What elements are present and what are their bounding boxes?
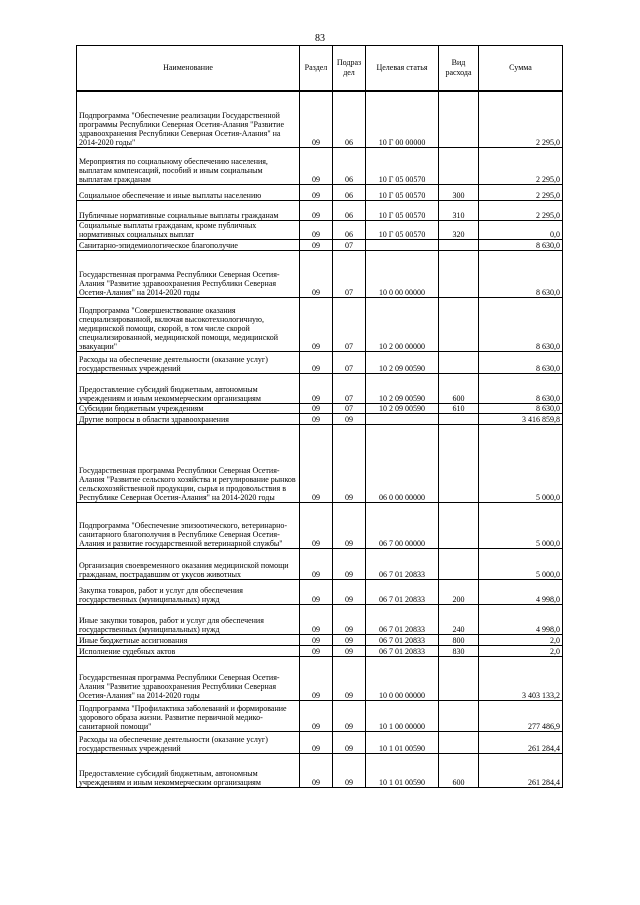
cell-name: Публичные нормативные социальные выплаты гражданам bbox=[77, 200, 300, 220]
cell-type bbox=[439, 424, 479, 502]
cell-subsection: 09 bbox=[333, 502, 366, 548]
cell-name: Предоставление субсидий бюджетным, автономным учреждениям и иным некоммерческим организациям bbox=[77, 753, 300, 787]
table-row bbox=[77, 424, 563, 502]
header-expense-type: Вид расхода bbox=[439, 46, 479, 92]
cell-section: 09 bbox=[300, 147, 333, 184]
cell-type bbox=[439, 239, 479, 250]
cell-amount: 2 295,0 bbox=[479, 91, 563, 147]
cell-target: 06 0 00 00000 bbox=[366, 424, 439, 502]
header-subsection: Подраз дел bbox=[333, 46, 366, 92]
table-row bbox=[77, 91, 563, 147]
cell-type: 320 bbox=[439, 220, 479, 239]
table-header-row bbox=[77, 46, 563, 92]
cell-section: 09 bbox=[300, 731, 333, 753]
table-row bbox=[77, 548, 563, 579]
table-row bbox=[77, 297, 563, 351]
cell-name: Подпрограмма "Профилактика заболеваний и формирование здорового образа жизни. Развитие первичной медико-санитарной помощи" bbox=[77, 700, 300, 731]
cell-target: 10 Г 00 00000 bbox=[366, 91, 439, 147]
table-row bbox=[77, 403, 563, 413]
cell-amount: 2,0 bbox=[479, 634, 563, 645]
cell-type bbox=[439, 656, 479, 700]
table-row bbox=[77, 351, 563, 373]
cell-amount: 8 630,0 bbox=[479, 297, 563, 351]
cell-type: 830 bbox=[439, 645, 479, 656]
cell-subsection: 07 bbox=[333, 373, 366, 403]
cell-subsection: 07 bbox=[333, 403, 366, 413]
cell-amount: 8 630,0 bbox=[479, 403, 563, 413]
table-row bbox=[77, 604, 563, 634]
cell-target: 10 Г 05 00570 bbox=[366, 184, 439, 200]
cell-amount: 277 486,9 bbox=[479, 700, 563, 731]
cell-name: Расходы на обеспечение деятельности (оказание услуг) государственных учреждений bbox=[77, 731, 300, 753]
cell-target: 06 7 01 20833 bbox=[366, 604, 439, 634]
cell-section: 09 bbox=[300, 373, 333, 403]
cell-target: 10 2 00 00000 bbox=[366, 297, 439, 351]
cell-type: 240 bbox=[439, 604, 479, 634]
table-row bbox=[77, 413, 563, 424]
table-body bbox=[77, 91, 563, 787]
cell-subsection: 09 bbox=[333, 753, 366, 787]
cell-name: Иные закупки товаров, работ и услуг для обеспечения государственных (муниципальных) нужд bbox=[77, 604, 300, 634]
cell-amount: 5 000,0 bbox=[479, 424, 563, 502]
header-amount: Сумма bbox=[479, 46, 563, 92]
cell-amount: 261 284,4 bbox=[479, 753, 563, 787]
cell-type: 800 bbox=[439, 634, 479, 645]
cell-section: 09 bbox=[300, 239, 333, 250]
cell-section: 09 bbox=[300, 656, 333, 700]
cell-type bbox=[439, 351, 479, 373]
cell-type: 600 bbox=[439, 753, 479, 787]
cell-amount: 8 630,0 bbox=[479, 373, 563, 403]
cell-subsection: 09 bbox=[333, 548, 366, 579]
table-row bbox=[77, 250, 563, 297]
cell-name: Предоставление субсидий бюджетным, автономным учреждениям и иным некоммерческим организациям bbox=[77, 373, 300, 403]
cell-amount: 8 630,0 bbox=[479, 351, 563, 373]
cell-subsection: 09 bbox=[333, 579, 366, 604]
cell-target: 10 1 00 00000 bbox=[366, 700, 439, 731]
header-target: Целевая статья bbox=[366, 46, 439, 92]
cell-name: Подпрограмма "Обеспечение эпизоотического, ветеринарно-санитарного благополучия в Республике Северная Осетия-Алания и развитие государственной ветеринарной службы" bbox=[77, 502, 300, 548]
cell-subsection: 09 bbox=[333, 656, 366, 700]
cell-section: 09 bbox=[300, 413, 333, 424]
cell-section: 09 bbox=[300, 184, 333, 200]
cell-section: 09 bbox=[300, 220, 333, 239]
cell-subsection: 07 bbox=[333, 351, 366, 373]
table-row bbox=[77, 656, 563, 700]
table-row bbox=[77, 184, 563, 200]
cell-type: 310 bbox=[439, 200, 479, 220]
cell-subsection: 09 bbox=[333, 604, 366, 634]
cell-amount: 3 416 859,8 bbox=[479, 413, 563, 424]
cell-name: Социальное обеспечение и иные выплаты населению bbox=[77, 184, 300, 200]
cell-name: Иные бюджетные ассигнования bbox=[77, 634, 300, 645]
page-number: 83 bbox=[315, 33, 325, 44]
table-row bbox=[77, 634, 563, 645]
cell-type bbox=[439, 147, 479, 184]
cell-amount: 2 295,0 bbox=[479, 184, 563, 200]
cell-section: 09 bbox=[300, 91, 333, 147]
cell-amount: 5 000,0 bbox=[479, 548, 563, 579]
table-row bbox=[77, 579, 563, 604]
cell-target: 10 1 01 00590 bbox=[366, 753, 439, 787]
cell-target: 06 7 00 00000 bbox=[366, 502, 439, 548]
cell-subsection: 09 bbox=[333, 731, 366, 753]
cell-target: 10 2 09 00590 bbox=[366, 373, 439, 403]
table-row bbox=[77, 200, 563, 220]
cell-name: Организация своевременного оказания медицинской помощи гражданам, пострадавшим от укусов животных bbox=[77, 548, 300, 579]
cell-type bbox=[439, 548, 479, 579]
cell-section: 09 bbox=[300, 403, 333, 413]
cell-section: 09 bbox=[300, 753, 333, 787]
cell-type: 300 bbox=[439, 184, 479, 200]
cell-amount: 5 000,0 bbox=[479, 502, 563, 548]
cell-target bbox=[366, 239, 439, 250]
cell-amount: 8 630,0 bbox=[479, 250, 563, 297]
cell-type bbox=[439, 731, 479, 753]
table-row bbox=[77, 373, 563, 403]
cell-section: 09 bbox=[300, 351, 333, 373]
cell-name: Закупка товаров, работ и услуг для обеспечения государственных (муниципальных) нужд bbox=[77, 579, 300, 604]
cell-section: 09 bbox=[300, 548, 333, 579]
cell-type bbox=[439, 250, 479, 297]
cell-target: 06 7 01 20833 bbox=[366, 645, 439, 656]
cell-section: 09 bbox=[300, 424, 333, 502]
cell-section: 09 bbox=[300, 502, 333, 548]
cell-subsection: 06 bbox=[333, 147, 366, 184]
cell-amount: 2 295,0 bbox=[479, 200, 563, 220]
cell-section: 09 bbox=[300, 579, 333, 604]
cell-section: 09 bbox=[300, 297, 333, 351]
cell-subsection: 09 bbox=[333, 645, 366, 656]
cell-type bbox=[439, 91, 479, 147]
cell-subsection: 07 bbox=[333, 297, 366, 351]
cell-name: Подпрограмма "Совершенствование оказания специализированной, включая высокотехнологичную, медицинской помощи, скорой, в том числе скорой специализированной, медицинской помощи, медицинской эвакуации" bbox=[77, 297, 300, 351]
cell-amount: 2,0 bbox=[479, 645, 563, 656]
cell-name: Государственная программа Республики Северная Осетия-Алания "Развитие здравоохранения Республики Северная Осетия-Алания" на 2014-2020 годы bbox=[77, 250, 300, 297]
cell-target: 10 1 01 00590 bbox=[366, 731, 439, 753]
cell-section: 09 bbox=[300, 200, 333, 220]
cell-amount: 0,0 bbox=[479, 220, 563, 239]
cell-target: 06 7 01 20833 bbox=[366, 634, 439, 645]
cell-subsection: 09 bbox=[333, 634, 366, 645]
cell-amount: 2 295,0 bbox=[479, 147, 563, 184]
cell-name: Государственная программа Республики Северная Осетия-Алания "Развитие сельского хозяйства и регулирование рынков сельскохозяйственной продукции, сырья и продовольствия в Республике Северная Осетия-Алания" на 2014-2020 годы bbox=[77, 424, 300, 502]
cell-subsection: 09 bbox=[333, 700, 366, 731]
table-row bbox=[77, 700, 563, 731]
header-name: Наименование bbox=[77, 46, 300, 92]
cell-name: Санитарно-эпидемиологическое благополучие bbox=[77, 239, 300, 250]
cell-name: Другие вопросы в области здравоохранения bbox=[77, 413, 300, 424]
cell-type: 600 bbox=[439, 373, 479, 403]
cell-type bbox=[439, 502, 479, 548]
cell-target: 10 Г 05 00570 bbox=[366, 220, 439, 239]
budget-table bbox=[76, 45, 563, 788]
cell-amount: 8 630,0 bbox=[479, 239, 563, 250]
cell-target: 06 7 01 20833 bbox=[366, 548, 439, 579]
header-section: Раздел bbox=[300, 46, 333, 92]
cell-name: Социальные выплаты гражданам, кроме публичных нормативных социальных выплат bbox=[77, 220, 300, 239]
cell-name: Подпрограмма "Обеспечение реализации Государственной программы Республики Северная Осетия-Алания "Развитие здравоохранения Республики Северная Осетия-Алания" на 2014-2020 годы" bbox=[77, 91, 300, 147]
cell-subsection: 09 bbox=[333, 413, 366, 424]
table-row bbox=[77, 220, 563, 239]
cell-target: 10 0 00 00000 bbox=[366, 656, 439, 700]
cell-target: 06 7 01 20833 bbox=[366, 579, 439, 604]
cell-subsection: 09 bbox=[333, 424, 366, 502]
cell-type bbox=[439, 700, 479, 731]
cell-subsection: 06 bbox=[333, 91, 366, 147]
table-row bbox=[77, 645, 563, 656]
cell-section: 09 bbox=[300, 645, 333, 656]
cell-name: Исполнение судебных актов bbox=[77, 645, 300, 656]
cell-subsection: 07 bbox=[333, 250, 366, 297]
cell-type: 610 bbox=[439, 403, 479, 413]
cell-subsection: 06 bbox=[333, 220, 366, 239]
cell-section: 09 bbox=[300, 604, 333, 634]
cell-target: 10 Г 05 00570 bbox=[366, 200, 439, 220]
cell-type: 200 bbox=[439, 579, 479, 604]
table-row bbox=[77, 753, 563, 787]
cell-section: 09 bbox=[300, 250, 333, 297]
cell-section: 09 bbox=[300, 634, 333, 645]
cell-name: Мероприятия по социальному обеспечению населения, выплатам компенсаций, пособий и иным социальным выплатам гражданам bbox=[77, 147, 300, 184]
cell-name: Расходы на обеспечение деятельности (оказание услуг) государственных учреждений bbox=[77, 351, 300, 373]
table-row bbox=[77, 502, 563, 548]
table-row bbox=[77, 239, 563, 250]
cell-subsection: 06 bbox=[333, 200, 366, 220]
cell-section: 09 bbox=[300, 700, 333, 731]
cell-target: 10 2 09 00590 bbox=[366, 351, 439, 373]
cell-name: Субсидии бюджетным учреждениям bbox=[77, 403, 300, 413]
cell-target: 10 2 09 00590 bbox=[366, 403, 439, 413]
cell-target: 10 0 00 00000 bbox=[366, 250, 439, 297]
cell-amount: 4 998,0 bbox=[479, 579, 563, 604]
cell-subsection: 06 bbox=[333, 184, 366, 200]
table-row bbox=[77, 731, 563, 753]
cell-target: 10 Г 05 00570 bbox=[366, 147, 439, 184]
table-row bbox=[77, 147, 563, 184]
cell-target bbox=[366, 413, 439, 424]
cell-amount: 4 998,0 bbox=[479, 604, 563, 634]
cell-type bbox=[439, 413, 479, 424]
cell-name: Государственная программа Республики Северная Осетия-Алания "Развитие здравоохранения Республики Северная Осетия-Алания" на 2014-2020 годы bbox=[77, 656, 300, 700]
cell-amount: 261 284,4 bbox=[479, 731, 563, 753]
cell-subsection: 07 bbox=[333, 239, 366, 250]
cell-type bbox=[439, 297, 479, 351]
cell-amount: 3 403 133,2 bbox=[479, 656, 563, 700]
